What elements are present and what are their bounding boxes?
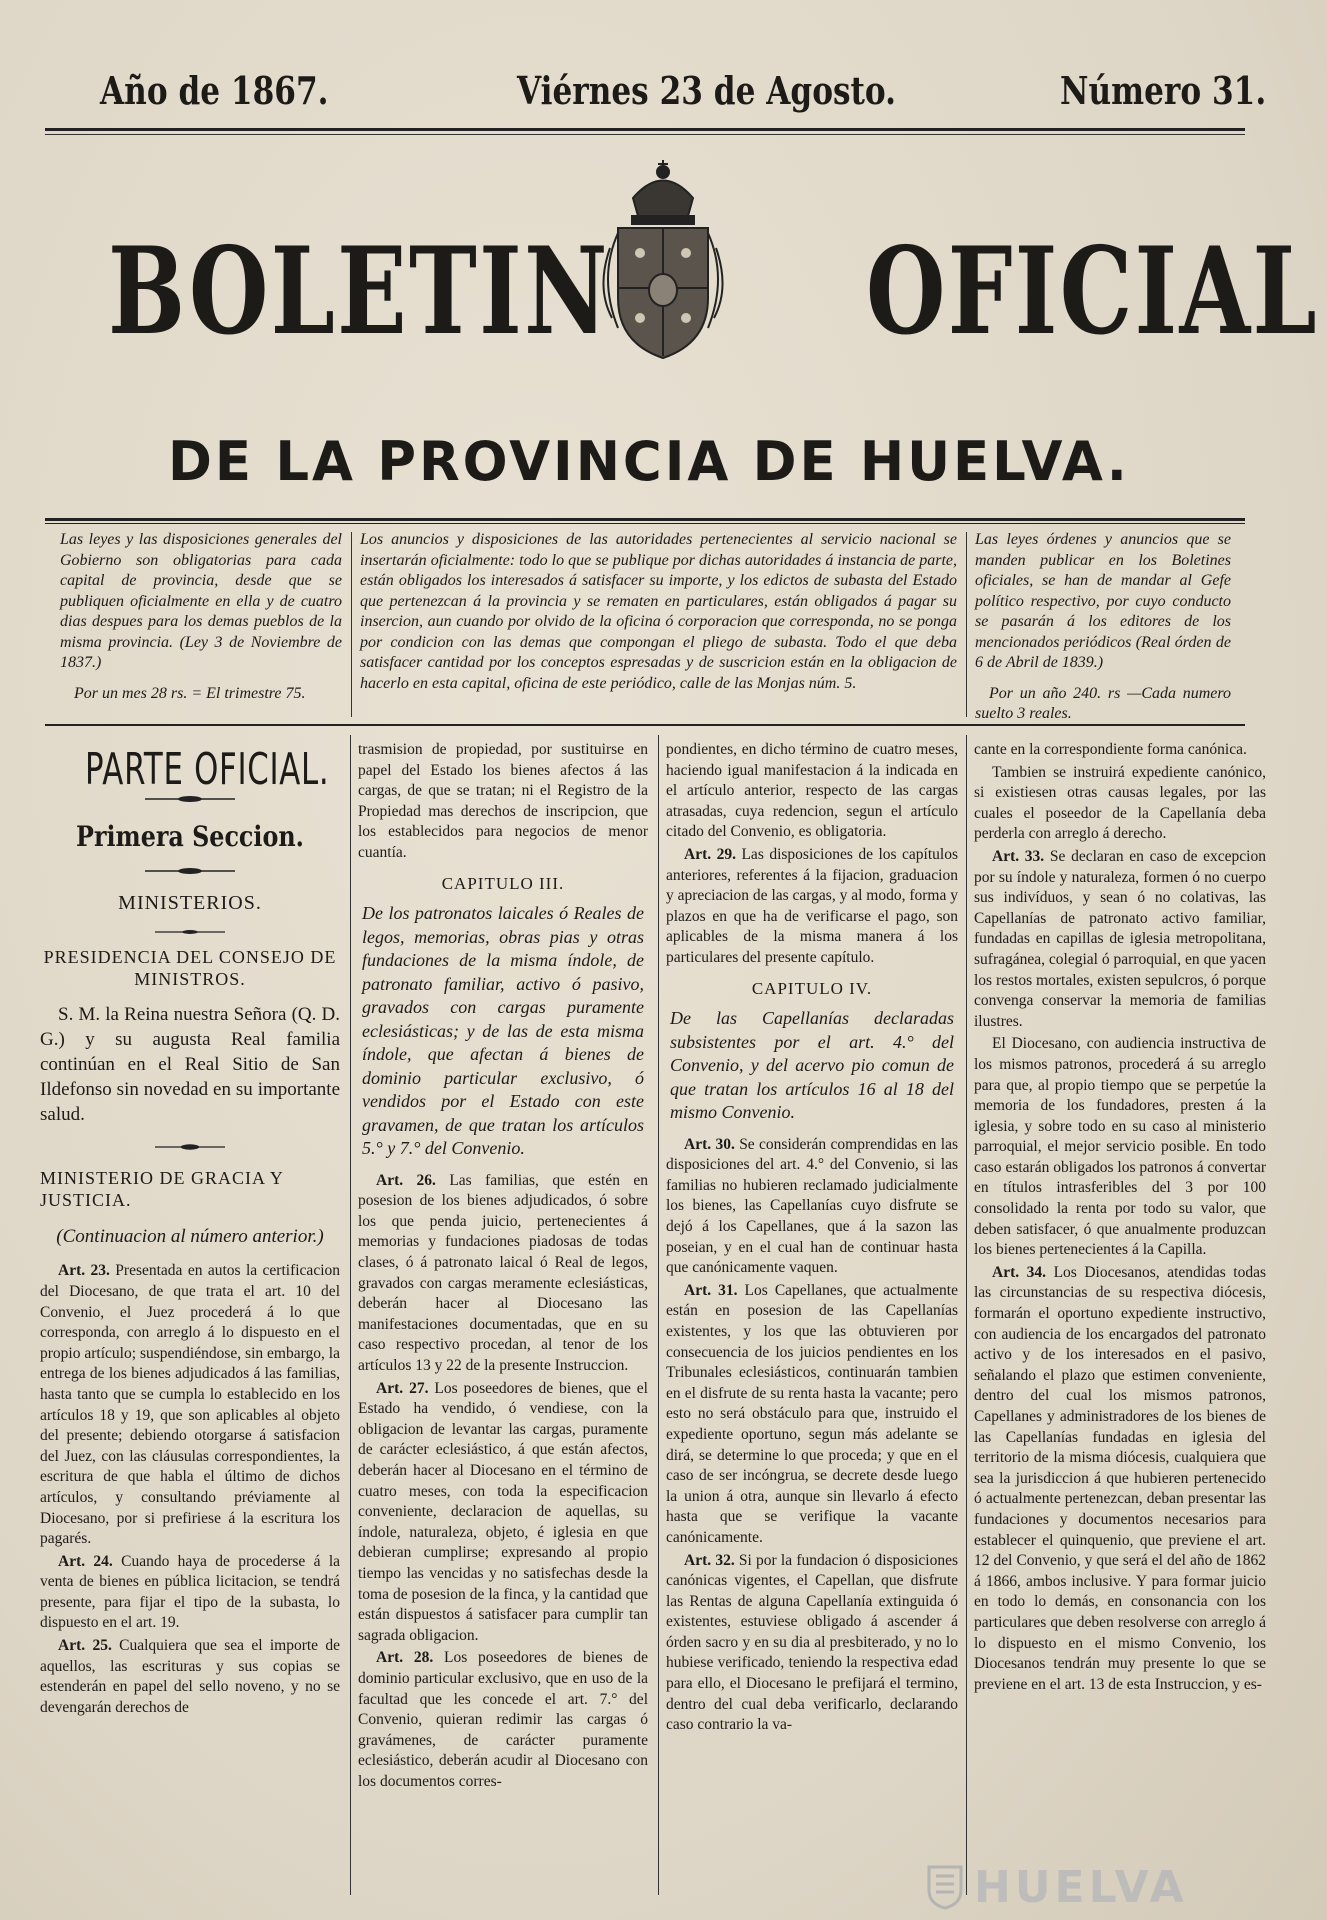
ornament-divider-icon xyxy=(145,867,235,875)
title-provincia: DE LA PROVINCIA DE HUELVA. xyxy=(168,430,1130,493)
presidencia-heading: PRESIDENCIA DEL CONSEJO DE MINISTROS. xyxy=(43,946,337,989)
issue-year: Año de 1867. xyxy=(100,68,329,113)
ornament-divider-icon xyxy=(155,928,225,936)
capitulo-3-summary: De los patronatos laicales ó Reales de legos, memorias, obras pias y otras fundaciones de la misma índole, de patronato familiar, activo ó pasivo, gravados con cargas puramente eclesiásticas; y de las de esta misma índole, que afectan á bienes de dominio particular exclusivo, ó vendidos por el Estado con este gravamen, de que tratan los artículos 5.° y 7.° del Convenio. xyxy=(362,903,644,1159)
top-rule-thin xyxy=(45,134,1245,135)
article-25: Art. 25. Cualquiera que sea el importe de aquellos, las escrituras y sus copias se estenderán en papel del sello noveno, y no se devengarán derechos de xyxy=(40,1637,340,1716)
article-23: Art. 23. Presentada en autos la certificacion del Diocesano, de que trata el art. 10 del Convenio, el Juez procederá á lo que corresponda, con arreglo á lo dispuesto en el propio artículo; suspendiéndose, sin embargo, la entrega de los bienes adjudicados á las familias, hasta tanto que se cumpla lo establecido en los artículos 18 y 19, que son aplicables al objeto del presente; debiendo otorgarse á satisfacion del Juez, con las cláusulas correspondientes, la escritura de que habla el último de dichos artículos, y consultando préviamente al Diocesano, por si prefiriese á la escritura los pagarés. xyxy=(40,1262,340,1548)
gracia-justicia-heading: MINISTERIO DE GRACIA Y JUSTICIA. xyxy=(40,1167,284,1210)
notice-ordenes xyxy=(975,530,1231,725)
issue-number: Número 31. xyxy=(1060,68,1267,113)
continuacion-note: (Continuacion al número anterior.) xyxy=(56,1225,324,1247)
continued-text: pondientes, en dicho término de cuatro meses, haciendo igual manifestacion á la indicada en el artículo anterior, respecto de las cargas atrasadas, cuya redencion, segun el artículo citado del Convenio, es obligatoria. xyxy=(666,741,958,841)
continued-text: trasmision de propiedad, por sustituirse en papel del Estado los bienes afectos á las cargas, de que se tratan; ni el Registro de la Propiedad mas derechos de inscripcion, que los establecidos para negocios de menor cuantía. xyxy=(358,741,648,861)
article-24: Art. 24. Cuando haya de procederse á la venta de bienes en pública licitacion, se tendrá presente, para fijar el tipo de la subasta, lo dispuesto en el art. 19. xyxy=(40,1552,341,1632)
ministerios-heading: MINISTERIOS. xyxy=(118,892,262,915)
notice-anuncios xyxy=(360,530,957,694)
title-oficial: OFICIAL xyxy=(866,221,1319,362)
notices-rule xyxy=(45,724,1245,726)
notice-divider-1 xyxy=(351,532,352,717)
archive-watermark: HUELVA xyxy=(974,1862,1188,1913)
article-34: Art. 34. Los Diocesanos, atendidas todas las circunstancias de su respectiva diócesis, formarán el oportuno expediente instructivo, con audiencia de los encargados del patronato activo y de los interesados en el pasivo, señalando el plazo que estimen conveniente, dentro del cual los mismos patronos, Capellanes y administradores de los bienes de las Capellanías fundadas en iglesia del territorio de la misma diócesis, cualquiera que sea la jurisdiccion á que hubieren pertenecido ó actualmente pertenezcan, deban presentar las fundaciones y documentos necesarios para establecer el quinquenio, que previene el art. 12 del Convenio, y que será el del año de 1862 á 1866, ambos inclusive. Y para formar juicio en todo lo demás, en consonancia con los particulares que deben resolverse con arreglo á lo dispuesto en el mismo Convenio, los Diocesanos tendrán muy presente lo que se previene en el art. 13 de esta Instruccion, y es- xyxy=(974,1263,1266,1693)
primera-seccion-heading: Primera Seccion. xyxy=(76,819,304,853)
paragraph-diocesano: El Diocesano, con audiencia instructiva de los mismos patronos, procederá á su arreglo para que, al propio tiempo que se perpetúe la memoria de los fundadores, presten á la iglesia, y sobre todo en su caso al ministerio parroquial, el mejor servicio posible. En todo caso estarán obligados los patronos á convertar en títulos intrasferibles del 3 por 100 consolidado la renta por todo su valor, que deben satisfacer, ó que anualmente produzcan los bienes pertenecientes á la Capilla. xyxy=(974,1035,1266,1259)
subtitle-rule xyxy=(45,518,1245,521)
article-26: Art. 26. Las familias, que estén en posesion de los bienes adjudicados, ó sobre los que penda juicio, pertenecientes á memorias y fundaciones piadosas de todas clases, ó á patronato laical ó Real de legos, gravados con cargas meramente eclesiásticas, deberán hacer al Diocesano las manifestaciones documentadas, que en su caso respectivo procedan, al tenor de los artículos 13 y 22 de la presente Instruccion. xyxy=(358,1171,649,1374)
column-2 xyxy=(358,740,648,1794)
column-1 xyxy=(40,740,340,1720)
column-4 xyxy=(974,740,1266,1697)
title-boletin: BOLETIN xyxy=(108,221,610,362)
masthead xyxy=(45,68,1267,118)
notice-leyes xyxy=(60,530,342,704)
column-divider-2 xyxy=(658,735,659,1895)
notice-leyes-text: Las leyes y las disposiciones generales del Gobierno son obligatorias para cada capital de provincia, desde que se publiquen oficialmente en ella y de cuatro dias despues para los demas pueblos de la misma provincia. (Ley 3 de Noviembre de 1837.) xyxy=(60,531,342,671)
capitulo-4-summary: De las Capellanías declaradas subsistentes por el art. 4.° del Convenio, y del acervo pio comun de que tratan los artículos 16 al 18 del mismo Convenio. xyxy=(670,1008,954,1123)
subtitle-rule-thin xyxy=(45,523,1245,524)
parte-oficial-heading: PARTE OFICIAL. xyxy=(85,744,330,795)
ornament-divider-icon xyxy=(155,1143,225,1151)
ornament-divider-icon xyxy=(145,795,235,803)
continued-text: cante en la correspondiente forma canónica. xyxy=(974,741,1247,758)
issue-date: Viérnes 23 de Agosto. xyxy=(517,68,897,113)
notice-leyes-price: Por un mes 28 rs. = El trimestre 75. xyxy=(74,684,306,702)
royal-news: S. M. la Reina nuestra Señora (Q. D. G.) y su augusta Real familia continúan en el Real Sitio de San Ildefonso sin novedad en su importante salud. xyxy=(40,1003,340,1125)
column-3 xyxy=(666,740,958,1738)
notice-divider-2 xyxy=(966,532,967,717)
top-rule xyxy=(45,128,1245,131)
article-32: Art. 32. Si por la fundacion ó disposiciones canónicas vigentes, el Capellan, que disfrute las Rentas de alguna Capellanía extinguida ó existentes, estuviese obligado á ascender á órden sacro y en su dia al presbiterado, y no lo hubiese verificado, teniendo la respectiva edad para ello, el Diocesano le prefijará el termino, dentro del cual deba verificarlo, declarando caso contrario la va- xyxy=(666,1551,958,1734)
royal-crest-icon xyxy=(588,158,738,368)
capitulo-4-heading: CAPITULO IV. xyxy=(751,978,873,998)
capitulo-3-heading: CAPITULO III. xyxy=(441,873,565,893)
paragraph-expediente: Tambien se instruirá expediente canónico, si existiesen otras causas legales, por las cuales el poseedor de la Capellanía deba perderla con arreglo á derecho. xyxy=(974,763,1266,843)
article-28: Art. 28. Los poseedores de bienes de dominio particular exclusivo, que en uso de la facultad que les concede el art. 7.° del Convenio, quieran redimir las cargas ó gravámenes, de carácter puramente eclesiástico, deberán acudir al Diocesano con los documentos corres- xyxy=(358,1649,648,1790)
column-divider-3 xyxy=(966,735,967,1895)
archive-shield-icon xyxy=(926,1864,964,1910)
article-27: Art. 27. Los poseedores de bienes, que el Estado ha vendido, ó vendiese, con la obligacion de levantar las cargas, puramente de carácter eclesiástico, á que están afectos, deberán hacer al Diocesano en el término de cuatro meses, con toda la especificacion conveniente, declaracion de aquellas, su índole, naturaleza, objeto, é iglesia en que debieran cumplirse; expresando al propio tiempo las vencidas y no satisfechas desde la toma de posesion de la finca, y la cantidad que están dispuestos á satisfacer para cumplir tan sagrada obligacion. xyxy=(358,1379,648,1644)
column-divider-1 xyxy=(350,735,351,1895)
notice-ordenes-text: Las leyes órdenes y anuncios que se manden publicar en los Boletines oficiales, se han de mandar al Gefe político respectivo, por cuyo conducto se pasarán á los editores de los mencionados periódicos (Real órden de 6 de Abril de 1839.) xyxy=(975,531,1231,671)
notice-ordenes-price: Por un año 240. rs —Cada numero suelto 3 reales. xyxy=(975,684,1231,722)
notice-anuncios-text: Los anuncios y disposiciones de las autoridades pertenecientes al servicio nacional se insertarán oficialmente: todo lo que se publique por dichas autoridades á instancia de parte, están obligados los interesados á satisfacer su importe, y los edictos de subasta del Estado que pertenezcan á la provincia y se rematen en particulares, están obligados á pagar su insercion, aun cuando por olvido de la oficina ó corporacion que corresponda, no se ponga por condicion con las demas que compongan el pliego de subasta. Todo el que deba satisfacer cantidad por los conceptos espresadas y de suscricion están en la obligacion de hacerlo en esta capital, oficina de este periódico, calle de las Monjas núm. 5. xyxy=(360,531,957,692)
article-29: Art. 29. Las disposiciones de los capítulos anteriores, referentes á la fijacion, graduacion y apreciacion de las cargas, y al modo, forma y plazos en que ha de verificarse el pago, son aplicables de la misma manera á los particulares del presente capítulo. xyxy=(666,845,958,966)
article-33: Art. 33. Se declaran en caso de excepcion por su índole y naturaleza, formen ó no cuerpo sus indivíduos, y sean ó no colativas, las Capellanías de patronato activo familiar, fundadas en capillas de iglesia metropolitana, sufragánea, colegial ó parroquial, en que yacen los restos mortales, existen sepulcros, ó porque convenga conservar la memoria de familias ilustres. xyxy=(974,847,1266,1030)
article-31: Art. 31. Los Capellanes, que actualmente están en posesion de las Capellanías existentes, y los que las obtuvieren por consecuencia de los juicios pendientes en los Tribunales eclesiásticos, continuarán tambien en el disfrute de su renta hasta la vacante; pero esto no será obstáculo para que, instruido el expediente oportuno, segun más adelante se dirá, se determine lo que proceda; y que en el caso de ser incóngrua, se decrete desde luego la union á otra, aunque sin llevarlo á efecto hasta que se verifique la vacante canónicamente. xyxy=(666,1281,958,1546)
article-30: Art. 30. Se considerán comprendidas en las disposiciones del art. 4.° del Convenio, si las familias no hubieren reclamado judicialmente los bienes, las Capellanías cuyo disfrute se dejó á los Capellanes, que á la sazon las poseian, y en el cual han de continuar hasta que canónicamente vaquen. xyxy=(666,1135,958,1277)
